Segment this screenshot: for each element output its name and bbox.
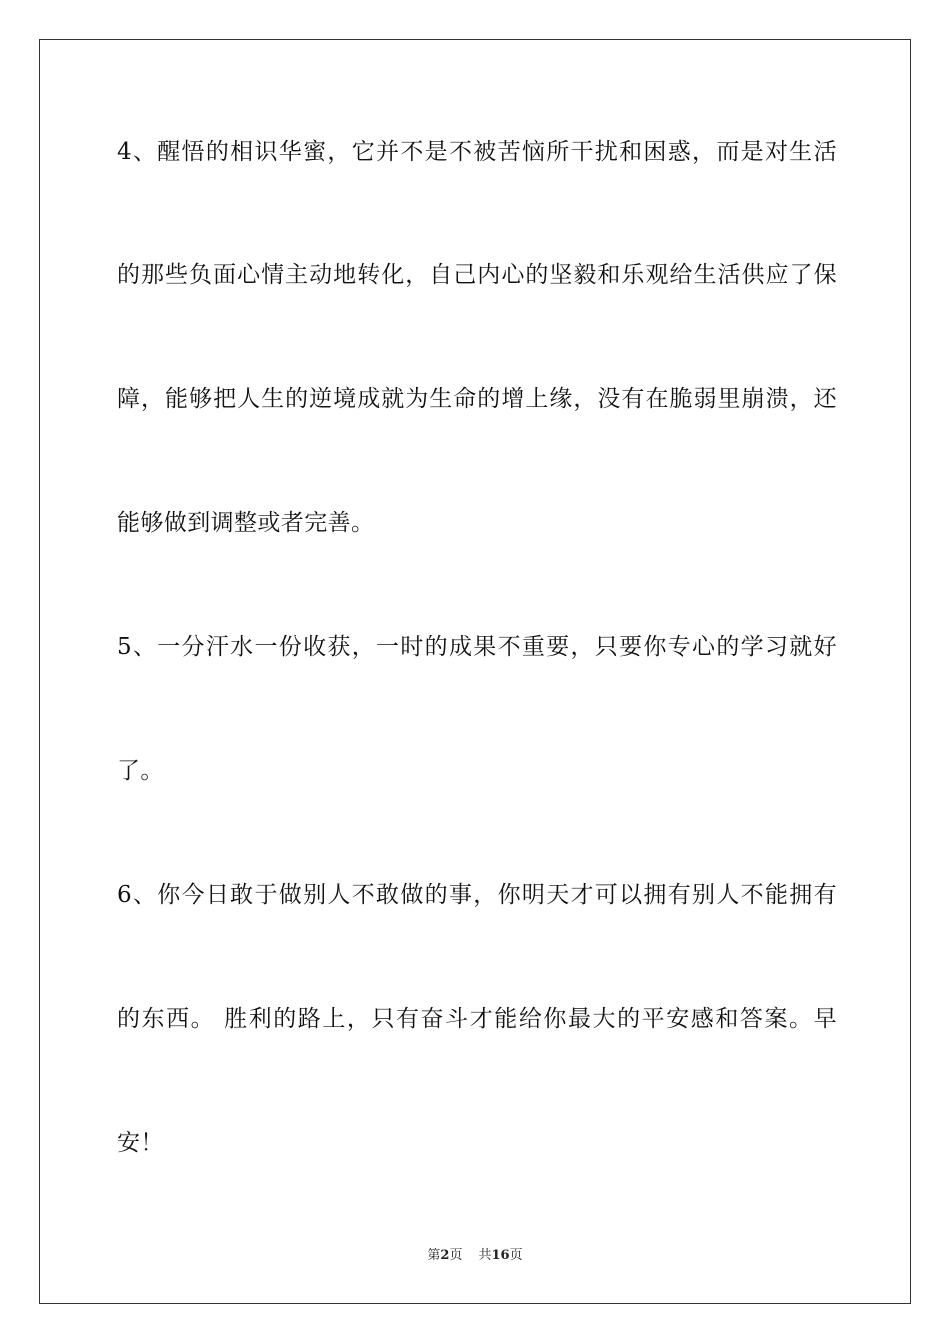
footer-page-prefix: 第 [427,1248,441,1263]
paragraph-6-line-1: 6、你今日敢于做别人不敢做的事，你明天才可以拥有别人不能拥有 [117,882,837,908]
footer-page-number: 2 [440,1248,450,1263]
footer-total-suffix: 页 [509,1248,523,1263]
paragraph-4-line-3: 障，能够把人生的逆境成就为生命的增上缘，没有在脆弱里崩溃，还 [117,386,837,412]
paragraph-4-line-4: 能够做到调整或者完善。 [117,510,375,536]
paragraph-4-line-1: 4、醒悟的相识华蜜，它并不是不被苦恼所干扰和困惑，而是对生活 [117,139,837,165]
paragraph-4-line-2: 的那些负面心情主动地转化，自己内心的坚毅和乐观给生活供应了保 [117,262,837,288]
footer-total-prefix: 共 [478,1248,492,1263]
footer-page-suffix: 页 [449,1248,463,1263]
paragraph-6-line-3: 安！ [117,1130,164,1156]
paragraph-5-line-2: 了。 [117,758,164,784]
page-footer [0,1247,950,1265]
paragraph-5-line-1: 5、一分汗水一份收获，一时的成果不重要，只要你专心的学习就好 [117,634,837,660]
page-border [39,39,911,1304]
footer-total-pages: 16 [491,1248,510,1263]
paragraph-6-line-2: 的东西。 胜利的路上，只有奋斗才能给你最大的平安感和答案。早 [117,1006,837,1032]
